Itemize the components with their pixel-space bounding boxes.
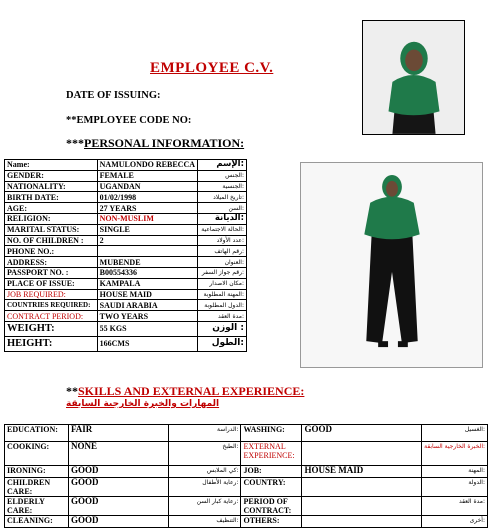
address-label-ar: العنوان: [198,257,247,268]
passport-value: B00554336 [97,267,197,278]
row-nationality [5,181,247,192]
row-countries [5,300,247,311]
skills-table [4,424,488,528]
gender-label-ar: الجنس: [198,170,247,181]
weight-value: 55 KGS [97,321,197,336]
cv-title: EMPLOYEE C.V. [150,60,274,76]
phone-label-ar: رقم الهاتف: [198,246,247,257]
full-body-figure [301,163,482,367]
country-label: COUNTRY: [241,478,302,497]
others-label: OTHERS: [241,516,302,528]
row-address [5,257,247,268]
country-value [302,478,422,497]
height-label-ar: الطول: [198,336,247,351]
period-of-contract-label-ar: مدة العقد: [422,497,488,516]
height-value: 166CMS [97,336,197,351]
portrait-figure [363,21,464,134]
age-label: AGE: [5,203,98,214]
row-gender [5,170,247,181]
cooking-value: NONE [68,442,168,466]
skills-prefix: ** [66,384,78,398]
row-weight [5,321,247,336]
phone-label: PHONE NO.: [5,246,98,257]
row-religion [5,213,247,224]
others-value [302,516,422,528]
period-of-contract-value [302,497,422,516]
age-value: 27 YEARS [97,203,197,214]
birth-date-value: 01/02/1998 [97,192,197,203]
skills-row-3 [5,466,488,478]
cooking-label-ar: الطبخ: [168,442,241,466]
marital-value: SINGLE [97,224,197,235]
ironing-label-ar: كي الملابس: [168,466,241,478]
date-of-issuing-label: DATE OF ISSUING: [66,90,161,101]
children-label-ar: عدد الأولاد: [198,235,247,246]
job-required-label-ar: المهنة المطلوبة: [198,289,247,300]
row-place-of-issue [5,278,247,289]
row-birth-date [5,192,247,203]
employee-code-label: **EMPLOYEE CODE NO: [66,115,192,126]
row-height [5,336,247,351]
portrait-photo [362,20,465,135]
education-value: FAIR [68,425,168,442]
row-name [5,160,247,171]
countries-label: COUNTRIES REQUIRED: [5,300,98,311]
elderly-care-label: ELDERLY CARE: [5,497,69,516]
marital-label: MARITAL STATUS: [5,224,98,235]
passport-label: PASSPORT NO. : [5,267,98,278]
row-children [5,235,247,246]
marital-label-ar: الحالة الاجتماعية: [198,224,247,235]
place-of-issue-value: KAMPALA [97,278,197,289]
religion-value: NON-MUSLIM [97,213,197,224]
religion-label: RELIGION: [5,213,98,224]
elderly-care-label-ar: رعاية كبار السن: [168,497,241,516]
job-required-value: HOUSE MAID [97,289,197,300]
job-required-label: JOB REQUIRED: [5,289,98,300]
job-label-ar: المهنة: [422,466,488,478]
job-label: JOB: [241,466,302,478]
children-care-value: GOOD [68,478,168,497]
contract-label-ar: مدة العقد: [198,311,247,322]
education-label: EDUCATION: [5,425,69,442]
cleaning-label: CLEANING: [5,516,69,528]
skills-title: SKILLS AND EXTERNAL EXPERIENCE: [78,384,305,398]
nationality-label: NATIONALITY: [5,181,98,192]
row-contract [5,311,247,322]
skills-row-1 [5,425,488,442]
passport-label-ar: رقم جواز السفر: [198,267,247,278]
cleaning-label-ar: التنظيف: [168,516,241,528]
phone-value [97,246,197,257]
gender-value: FEMALE [97,170,197,181]
job-value: HOUSE MAID [302,466,422,478]
period-of-contract-label: PERIOD OF CONTRACT: [241,497,302,516]
personal-info-heading [66,136,244,151]
country-label-ar: الدولة: [422,478,488,497]
skills-title-ar: المهارات والخبرة الخارجية السابقة [66,399,220,409]
personal-info-table [4,159,247,352]
nationality-label-ar: الجنسية: [198,181,247,192]
height-label: HEIGHT: [5,336,98,351]
external-experience-label-ar: الخبرة الخارجية السابقة: [422,442,488,466]
weight-label-ar: الوزن : [198,321,247,336]
ironing-value: GOOD [68,466,168,478]
children-care-label: CHILDREN CARE: [5,478,69,497]
skills-row-5 [5,497,488,516]
countries-value: SAUDI ARABIA [97,300,197,311]
cleaning-value: GOOD [68,516,168,528]
countries-label-ar: الدول المطلوبة: [198,300,247,311]
row-marital [5,224,247,235]
skills-row-4 [5,478,488,497]
cooking-label: COOKING: [5,442,69,466]
birth-date-label: BIRTH DATE: [5,192,98,203]
contract-value: TWO YEARS [97,311,197,322]
place-of-issue-label-ar: مكان الاصدار: [198,278,247,289]
contract-label: CONTRACT PERIOD: [5,311,98,322]
name-value: NAMULONDO REBECCA [97,160,197,171]
washing-label-ar: الغسيل: [422,425,488,442]
washing-label: WASHING: [241,425,302,442]
personal-info-title: PERSONAL INFORMATION: [84,136,245,150]
children-value: 2 [97,235,197,246]
row-age [5,203,247,214]
washing-value: GOOD [302,425,422,442]
name-label-ar: الإسم: [198,160,247,171]
others-label-ar: أخرى: [422,516,488,528]
place-of-issue-label: PLACE OF ISSUE: [5,278,98,289]
skills-heading [66,384,304,399]
row-passport [5,267,247,278]
external-experience-value [302,442,422,466]
personal-info-prefix: *** [66,136,84,150]
nationality-value: UGANDAN [97,181,197,192]
skills-row-2 [5,442,488,466]
skills-row-6 [5,516,488,528]
row-phone [5,246,247,257]
age-label-ar: السن: [198,203,247,214]
full-body-photo [300,162,483,368]
children-label: NO. OF CHILDREN : [5,235,98,246]
birth-date-label-ar: تاريخ الميلاد: [198,192,247,203]
external-experience-label: EXTERNAL EXPERIENCE: [241,442,302,466]
address-label: ADDRESS: [5,257,98,268]
education-label-ar: الدراسة: [168,425,241,442]
gender-label: GENDER: [5,170,98,181]
address-value: MUBENDE [97,257,197,268]
row-job-required [5,289,247,300]
elderly-care-value: GOOD [68,497,168,516]
ironing-label: IRONING: [5,466,69,478]
name-label: Name: [5,160,98,171]
children-care-label-ar: رعاية الأطفال: [168,478,241,497]
weight-label: WEIGHT: [5,321,98,336]
religion-label-ar: الديانة: [198,213,247,224]
